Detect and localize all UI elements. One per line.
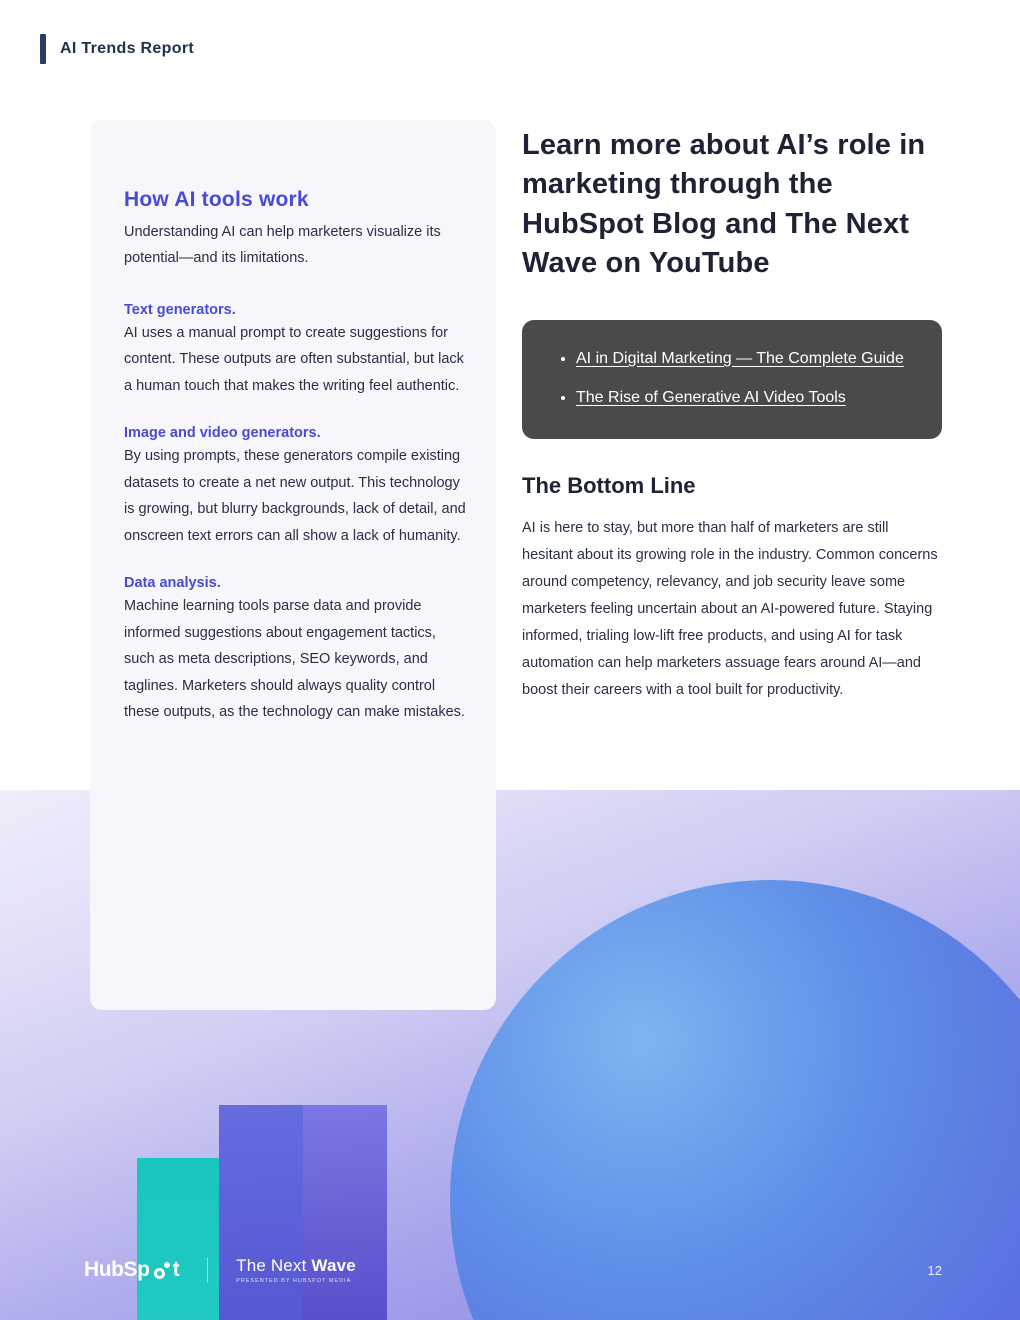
- hubspot-wordmark-start: HubSp: [84, 1258, 150, 1281]
- list-item[interactable]: [576, 346, 914, 372]
- subsection-title: Text generators.: [124, 301, 236, 318]
- subsection-image-video-generators: [124, 425, 468, 549]
- sprocket-icon: [153, 1262, 170, 1279]
- subsection-title: Image and video generators.: [124, 425, 321, 442]
- resource-link-box: [522, 320, 942, 439]
- logo-divider: [207, 1257, 208, 1283]
- document-header: [40, 34, 194, 64]
- bottom-line-body: AI is here to stay, but more than half of marketers are still hesitant about its growing role in the industry. Common concerns around competency, relevancy, and job security leave some marketers feeling uncertain about an AI-powered future. Staying informed, trialing low-lift free products, and using AI for task automation can help marketers assuage fears around AI—and boost their careers with a tool built for productivity.: [522, 519, 938, 698]
- left-content-body: [124, 188, 468, 752]
- decorative-circle: [450, 880, 1020, 1320]
- header-accent-bar: [40, 34, 46, 64]
- decorative-bar-teal: [137, 1158, 219, 1320]
- list-item[interactable]: [576, 385, 914, 411]
- right-content-column: [522, 126, 942, 704]
- next-wave-prefix: The Next: [236, 1256, 312, 1275]
- section-lede: Understanding AI can help marketers visualize its potential—and its limitations.: [124, 224, 441, 266]
- decorative-bar-middle: [219, 1105, 303, 1320]
- resource-link-list: [550, 346, 914, 411]
- bottom-line-heading: The Bottom Line: [522, 472, 696, 498]
- subsection-body: AI uses a manual prompt to create suggestions for content. These outputs are often substantial, but lack a human touch that makes the writing feel authentic.: [124, 324, 464, 394]
- footer-logos: [84, 1256, 356, 1284]
- next-wave-bold: Wave: [311, 1256, 356, 1275]
- subsection-text-generators: [124, 302, 468, 400]
- section-heading: How AI tools work: [124, 188, 309, 211]
- subsection-data-analysis: [124, 575, 468, 726]
- resource-link[interactable]: The Rise of Generative AI Video Tools: [576, 389, 846, 407]
- next-wave-logo: [236, 1256, 356, 1284]
- right-panel-title: Learn more about AI’s role in marketing through the HubSpot Blog and The Next Wave on YouTube: [522, 129, 926, 280]
- decorative-bar-right: [303, 1105, 387, 1320]
- hubspot-wordmark-end: t: [172, 1258, 180, 1281]
- next-wave-subtitle: PRESENTED BY HUBSPOT MEDIA: [236, 1278, 352, 1284]
- subsection-title: Data analysis.: [124, 575, 221, 592]
- subsection-body: By using prompts, these generators compile existing datasets to create a net new output. This technology is growing, but blurry backgrounds, lack of detail, and onscreen text errors can all show a lack of humanity.: [124, 448, 466, 544]
- page-number: 12: [927, 1263, 942, 1278]
- hubspot-logo: [84, 1258, 179, 1282]
- resource-link[interactable]: AI in Digital Marketing — The Complete Guide: [576, 349, 904, 367]
- page-title: AI Trends Report: [60, 40, 195, 57]
- subsection-body: Machine learning tools parse data and provide informed suggestions about engagement tactics, such as meta descriptions, SEO keywords, and taglines. Marketers should always quality control these outputs, as the technology can make mistakes.: [124, 598, 465, 721]
